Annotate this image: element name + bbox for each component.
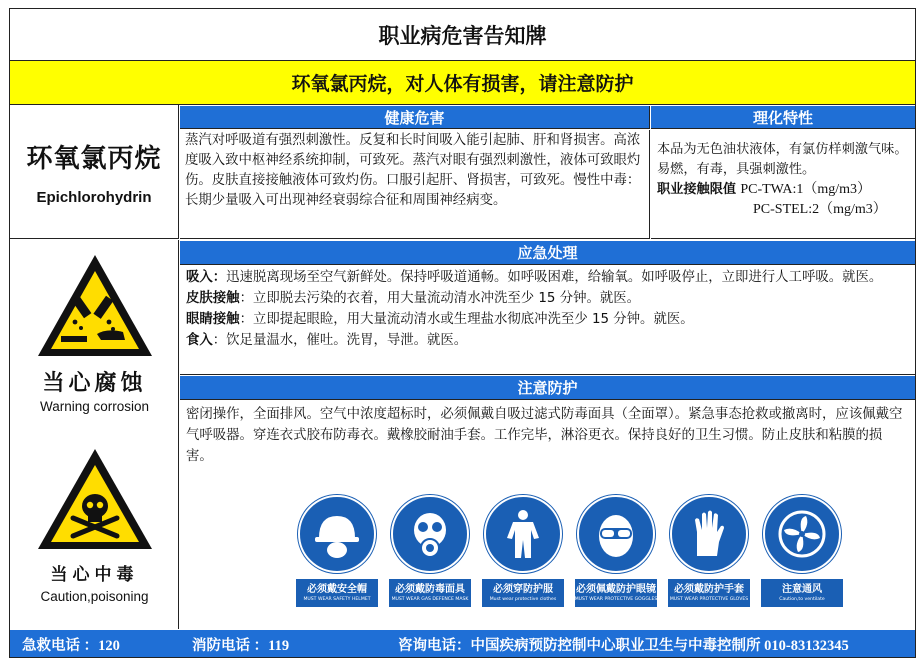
sign-poison-cn: 当心中毒 xyxy=(50,565,139,585)
ppe-goggles: 必须佩戴防护眼镜 MUST WEAR PROTECTIVE GOGGLES xyxy=(575,495,657,607)
protection-heading: 注意防护 xyxy=(180,376,915,400)
corrosion-warning-icon xyxy=(35,252,155,360)
protective-suit-icon xyxy=(495,506,551,562)
gloves-icon xyxy=(681,506,737,562)
notice-board xyxy=(9,8,916,658)
warning-banner: 环氧氯丙烷，对人体有损害，请注意防护 xyxy=(10,61,915,105)
substance-name-cell xyxy=(10,105,179,239)
footer-contact-bar xyxy=(10,630,915,657)
health-hazard-heading: 健康危害 xyxy=(180,106,650,129)
ppe-protective-suit: 必须穿防护服 Must wear protective clothes xyxy=(482,495,564,607)
emergency-label: 食入 xyxy=(186,333,213,348)
helmet-icon xyxy=(309,506,365,562)
goggles-icon xyxy=(588,506,644,562)
consult-phone: 咨询电话：中国疾病预防控制中心职业卫生与中毒控制所 010-83132345 xyxy=(398,638,849,654)
emergency-item-ingestion: 食入：饮足量温水，催吐。洗胃，导泄。就医。 xyxy=(186,333,468,348)
ppe-gloves: 必须戴防护手套 MUST WEAR PROTECTIVE GLOVES xyxy=(668,495,750,607)
emergency-label: 吸入： xyxy=(186,270,227,285)
emergency-phone: 急救电话 ：120 xyxy=(22,638,120,654)
sign-poison xyxy=(10,446,179,604)
sign-poison-en: Caution,poisoning xyxy=(40,589,149,604)
ppe-signs-row xyxy=(296,495,844,615)
ppe-ventilation: 注意通风 Caution,to ventilate xyxy=(761,495,843,607)
physchem-text: 本品为无色油状液体，有氯仿样刺激气味。易燃，有毒，具强刺激性。 xyxy=(657,142,908,177)
poison-warning-icon xyxy=(35,446,155,552)
warning-signs-column xyxy=(10,240,179,629)
protection-text: 密闭操作，全面排风。空气中浓度超标时，必须佩戴自吸过滤式防毒面具（全面罩）。紧急事态抢救或撤离时，应该佩戴空气呼吸器。穿连衣式胶布防毒衣。戴橡胶耐油手套。工作完毕，淋浴更衣。保持良好的卫生习惯。防止皮肤和粘膜的损害。 xyxy=(186,407,903,464)
physchem-section xyxy=(651,130,915,239)
substance-name-cn: 环氧氯丙烷 xyxy=(26,143,162,174)
emergency-item-inhalation: 吸入：迅速脱离现场至空气新鲜处。保持呼吸道通畅。如呼吸困难，给输氧。如呼吸停止，立即进行人工呼吸。就医。 xyxy=(186,270,883,285)
sign-corrosion-en: Warning corrosion xyxy=(39,399,150,414)
oel-label: 职业接触限值 xyxy=(657,182,737,197)
emergency-label: 皮肤接触 xyxy=(186,291,240,306)
physchem-heading: 理化特性 xyxy=(651,106,915,129)
emergency-heading: 应急处理 xyxy=(180,241,915,265)
ppe-helmet: 必须戴安全帽 MUST WEAR SAFETY HELMET xyxy=(296,495,378,607)
ventilation-fan-icon xyxy=(774,506,830,562)
oel-twa: PC-TWA:1（mg/m3） xyxy=(740,182,871,197)
emergency-item-eyes: 眼睛接触：立即提起眼睑，用大量流动清水或生理盐水彻底冲洗至少 15 分钟。就医。 xyxy=(186,312,694,327)
gas-mask-icon xyxy=(402,506,458,562)
sign-corrosion xyxy=(10,252,179,414)
health-hazard-text: 蒸汽对呼吸道有强烈刺激性。反复和长时间吸入能引起肺、肝和肾损害。高浓度吸入致中枢神经系统抑制，可致死。蒸汽对眼有强烈刺激性，液体可致眼灼伤。皮肤直接接触液体可致灼伤。口服引起肝、肾损害，可致死。慢性中毒：长期少量吸入可出现神经衰弱综合征和周围神经病变。 xyxy=(180,130,650,239)
ppe-gas-mask: 必须戴防毒面具 MUST WEAR GAS DEFENCE MASK xyxy=(389,495,471,607)
emergency-item-skin: 皮肤接触：立即脱去污染的衣着，用大量流动清水冲洗至少 15 分钟。就医。 xyxy=(186,291,641,306)
substance-name-en: Epichlorohydrin xyxy=(36,188,152,206)
emergency-label: 眼睛接触 xyxy=(186,312,240,327)
fire-phone: 消防电话 ：119 xyxy=(192,638,290,654)
sign-corrosion-cn: 当心腐蚀 xyxy=(42,370,147,396)
emergency-section xyxy=(180,266,915,375)
oel-stel: PC-STEL:2（mg/m3） xyxy=(753,202,887,217)
page-title: 职业病危害告知牌 xyxy=(10,9,915,61)
